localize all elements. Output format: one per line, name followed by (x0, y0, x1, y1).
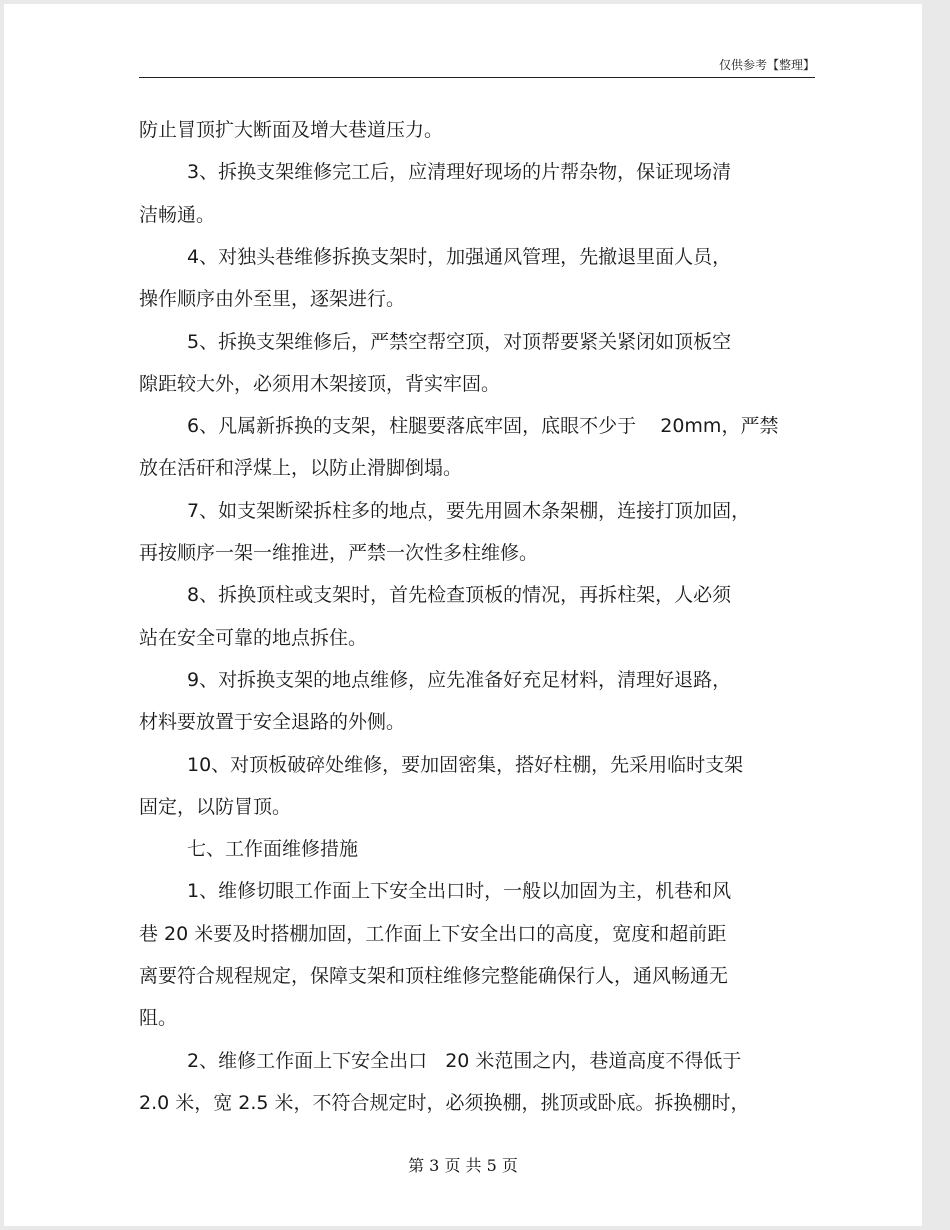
text-line: 固定，以防冒顶。 (139, 795, 292, 818)
text-line: 站在安全可靠的地点拆住。 (139, 626, 368, 649)
document-page (4, 4, 922, 1226)
page-footer: 第 3 页 共 5 页 (408, 1156, 518, 1175)
text-line: 洁畅通。 (139, 203, 216, 226)
body-text (4, 4, 922, 1154)
text-line: 材料要放置于安全退路的外侧。 (139, 711, 406, 734)
text-line: 巷 20 米要及时搭棚加固，工作面上下安全出口的高度，宽度和超前距 (139, 922, 727, 945)
text-line: 7、如支架断梁拆柱多的地点，要先用圆木条架棚，连接打顶加固， (187, 499, 751, 522)
text-line: 阻。 (139, 1007, 178, 1030)
text-line: 隙距较大外，必须用木架接顶，背实牢固。 (139, 372, 501, 395)
page-header: 仅供参考【整理】 (718, 58, 815, 72)
text-line: 6、凡属新拆换的支架，柱腿要落底牢固，底眼不少于 20mm，严禁 (187, 415, 779, 438)
text-line: 2.0 米，宽 2.5 米，不符合规定时，必须换棚，挑顶或卧底。拆换棚时， (139, 1091, 750, 1114)
text-line: 再按顺序一架一维推进，严禁一次性多柱维修。 (139, 542, 539, 564)
text-line: 放在活矸和浮煤上，以防止滑脚倒塌。 (139, 457, 463, 480)
text-line: 3、拆换支架维修完工后，应清理好现场的片帮杂物，保证现场清 (187, 161, 732, 184)
text-line: 离要符合规程规定，保障支架和顶柱维修完整能确保行人，通风畅通无 (139, 965, 729, 987)
text-line: 七、工作面维修措施 (187, 838, 359, 861)
text-line: 防止冒顶扩大断面及增大巷道压力。 (139, 119, 444, 141)
text-line: 1、维修切眼工作面上下安全出口时，一般以加固为主，机巷和风 (187, 880, 732, 903)
text-line: 4、对独头巷维修拆换支架时，加强通风管理，先撤退里面人员， (187, 245, 732, 268)
text-line: 10、对顶板破碎处维修，要加固密集，搭好柱棚，先采用临时支架 (187, 753, 744, 776)
text-line: 2、维修工作面上下安全出口 20 米范围之内，巷道高度不得低于 (187, 1049, 742, 1072)
text-line: 9、对拆换支架的地点维修，应先准备好充足材料，清理好退路， (187, 668, 732, 691)
text-line: 8、拆换顶柱或支架时，首先检查顶板的情况，再拆柱架，人必须 (187, 584, 732, 607)
text-line: 5、拆换支架维修后，严禁空帮空顶，对顶帮要紧关紧闭如顶板空 (187, 330, 732, 353)
text-line: 操作顺序由外至里，逐架进行。 (139, 288, 406, 311)
